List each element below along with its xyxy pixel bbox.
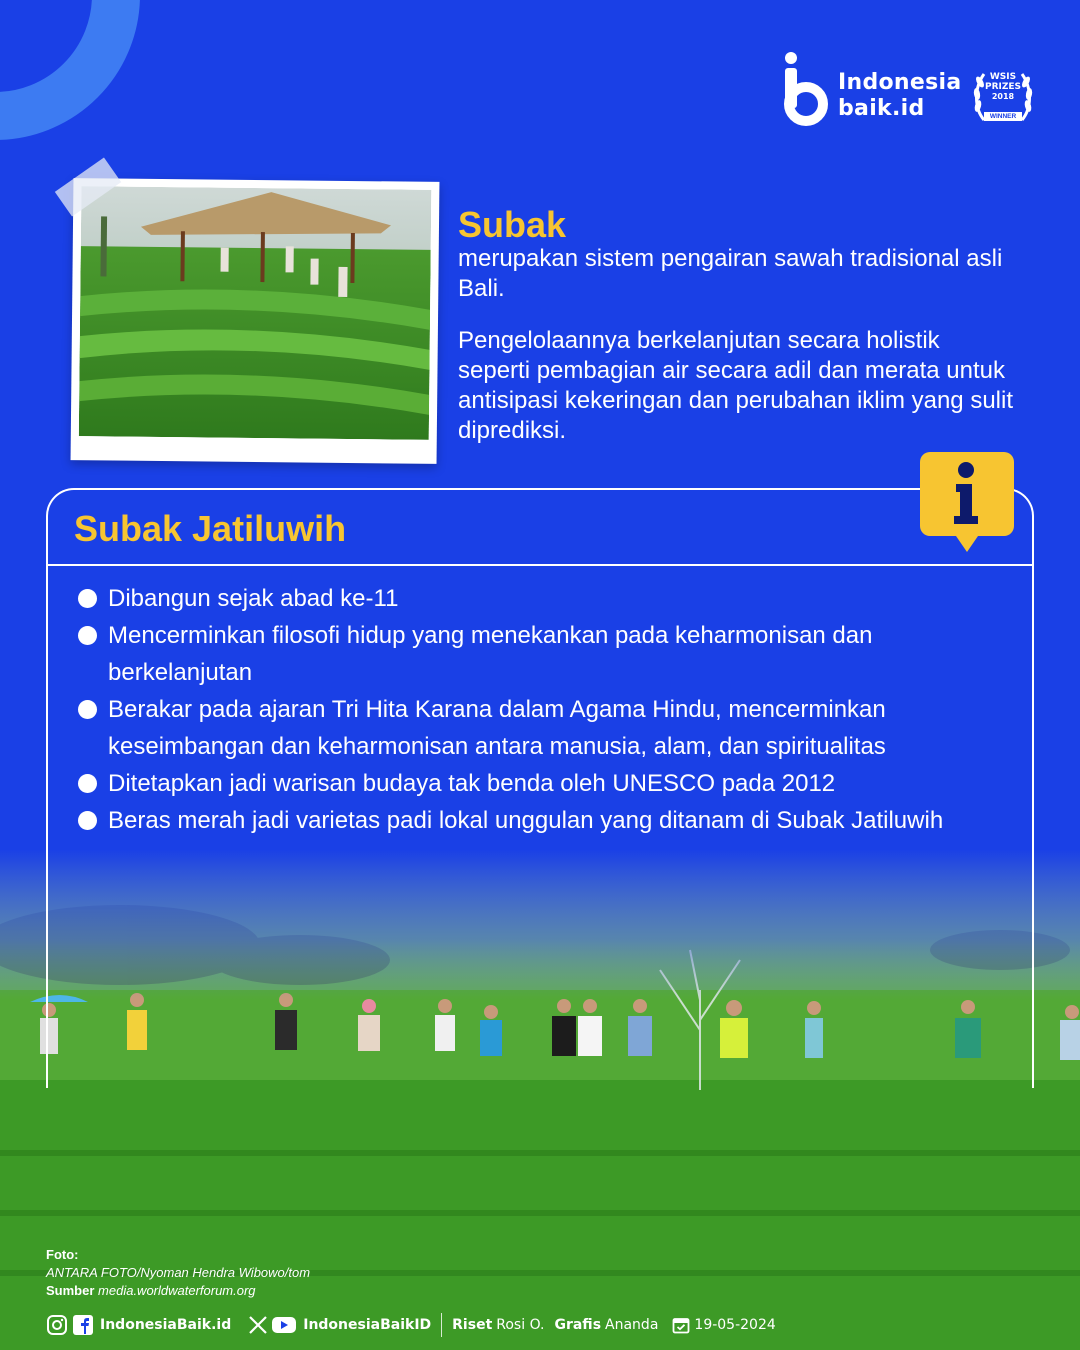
list-item: Mencerminkan filosofi hidup yang menekankan pada keharmonisan dan berkelanjutan — [78, 617, 1008, 691]
brand-name — [838, 70, 961, 122]
list-item: Ditetapkan jadi warisan budaya tak benda oleh UNESCO pada 2012 — [78, 765, 1008, 802]
intro-title: Subak — [458, 204, 567, 245]
web-handle[interactable]: IndonesiaBaik.id — [100, 1317, 232, 1333]
brand-name-line2: baik.id — [838, 96, 925, 121]
research-label: Riset — [452, 1317, 493, 1333]
publish-date: 19-05-2024 — [694, 1317, 776, 1333]
award-badge — [970, 64, 1036, 130]
card-title: Subak Jatiluwih — [74, 508, 347, 549]
list-item: Berakar pada ajaran Tri Hita Karana dalam Agama Hindu, mencerminkan keseimbangan dan keharmonisan antara manusia, alam, dan spiritualitas — [78, 691, 1008, 765]
photo-frame — [71, 178, 440, 464]
facebook-icon[interactable] — [72, 1314, 94, 1336]
card-bullet-list — [78, 580, 1008, 839]
photo-value: ANTARA FOTO/Nyoman Hendra Wibowo/tom — [46, 1265, 311, 1280]
instagram-icon[interactable] — [46, 1314, 68, 1336]
brand-logo[interactable] — [782, 50, 1042, 134]
award-line2: PRIZES — [984, 82, 1022, 92]
list-item: Beras merah jadi varietas padi lokal unggulan yang ditanam di Subak Jatiluwih — [78, 802, 1008, 839]
youtube-icon[interactable] — [271, 1314, 297, 1336]
list-item: Dibangun sejak abad ke-11 — [78, 580, 1008, 617]
intro-paragraph-1: merupakan sistem pengairan sawah tradisional asli Bali. — [458, 245, 1003, 302]
rice-terrace-photo — [79, 186, 432, 440]
source-value: media.worldwaterforum.org — [98, 1283, 256, 1298]
calendar-icon — [672, 1316, 690, 1334]
card-divider — [46, 564, 1034, 566]
social-handle[interactable]: IndonesiaBaikID — [303, 1317, 432, 1333]
x-icon[interactable] — [247, 1314, 269, 1336]
source-label: Sumber — [46, 1283, 95, 1298]
brand-mark-icon — [782, 50, 832, 126]
photo-label: Foto: — [46, 1247, 79, 1262]
award-line1: WSIS — [989, 72, 1017, 82]
photo-credits — [46, 1246, 310, 1300]
graphic-label: Grafis — [554, 1317, 602, 1333]
intro-paragraph-2: Pengelolaannya berkelanjutan secara holistik seperti pembagian air secara adil dan merata untuk antisipasi kekeringan dan perubahan iklim yang sulit diprediksi. — [458, 327, 1013, 444]
graphic-value: Ananda — [605, 1317, 659, 1333]
info-icon — [920, 452, 1014, 556]
award-winner: WINNER — [984, 112, 1022, 121]
decorative-ring — [0, 0, 140, 140]
brand-name-line1: Indonesia — [838, 70, 962, 95]
award-line3: 2018 — [991, 92, 1015, 101]
research-value: Rosi O. — [496, 1317, 545, 1333]
footer-bar — [46, 1312, 776, 1338]
footer-separator — [441, 1313, 442, 1337]
